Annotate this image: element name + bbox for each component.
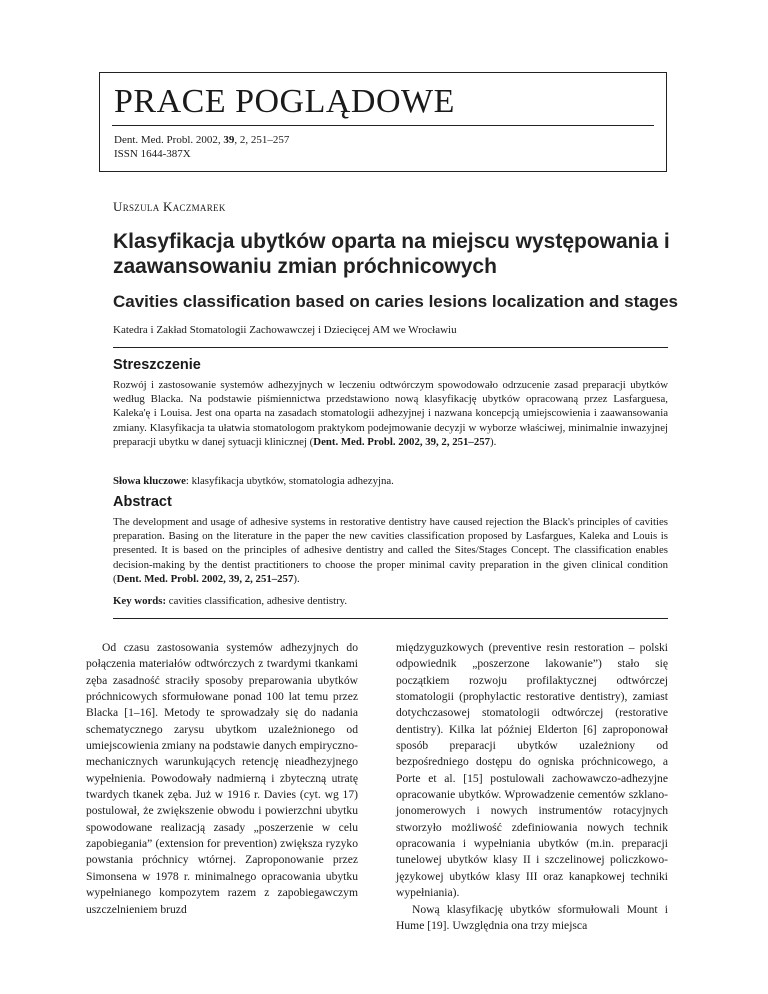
abstract-heading: Abstract <box>113 494 172 510</box>
body-paragraph: międzyguzkowych (preventive resin restoration – polski odpowiednik „poszerzone lakowanie”) stało się początkiem rozwoju profilaktycznej odtwórczej stomatologii (prophylactic restorative dentistry), zamiast dotychczasowej stomatologii odtwórczej (restorative dentistry). Kilka lat później Elderton [6] zaproponował sposób preparacji ubytków uzależniony od bezpośredniego dostępu do ogniska próchnicowego, a Porte et al. [15] postulowali zachowawczo-adhezyjne opracowanie ubytków. Wprowadzenie cementów szklano-jonomerowych i nowych instrumentów rotacyjnych stworzyło możliwość zdefiniowania nowych technik opracowania i wypełniania ubytków (m.in. preparacji tunelowej ubytków klasy II i szczelinowej policzkowo-językowej ubytków klasy III oraz kanapkowej techniki wypełniania). <box>396 641 668 900</box>
body-column-left <box>86 640 358 918</box>
article-title-polish: Klasyfikacja ubytków oparta na miejscu występowania i zaawansowaniu zmian próchnicowych <box>113 230 670 278</box>
streszczenie-body: Rozwój i zastosowanie systemów adhezyjnych w leczeniu odtwórczym spowodowało odrzucenie zasad preparacji ubytków według Blacka. Na podstawie piśmiennictwa przedstawiono nową klasyfikację ubytków opracowaną przez Lasfarguesa, Kaleka'ę i Louisa. Jest ona oparta na zasadach stomatologii adhezyjnej i nazwana koncepcją umiejscowienia i zaawansowania zmiany. Klasyfikacja ta ułatwia stomatologom praktykom podejmowanie decyzji w wyborze właściwej, minimalnie inwazyjnej preparacji ubytku w danej sytuacji klinicznej ( <box>113 379 668 448</box>
journal-reference <box>114 133 289 161</box>
keywords-en: cavities classification, adhesive dentistry. <box>166 595 348 607</box>
divider-top <box>113 347 668 348</box>
keywords-label-pl: Słowa kluczowe <box>113 475 186 487</box>
article-title-english: Cavities classification based on caries lesions localization and stages <box>113 292 678 311</box>
streszczenie-citation: Dent. Med. Probl. 2002, 39, 2, 251–257 <box>313 435 491 448</box>
section-title: PRACE POGLĄDOWE <box>114 83 455 120</box>
journal-volume: 39 <box>223 134 235 146</box>
streszczenie-heading: Streszczenie <box>113 357 201 373</box>
header-divider <box>112 125 654 126</box>
journal-line-prefix: Dent. Med. Probl. 2002, <box>114 134 224 146</box>
abstract-body: The development and usage of adhesive systems in restorative dentistry have caused rejection the Black's principles of cavities preparation. Basing on the literature in the paper the new cavities classification proposed by Lasfargues, Kaleka and Louis is presented. It is based on the principles of adhesive dentistry and called the Sites/Stages Concept. The classification enables decision-making by the dentist practitioners to choose the proper minimal cavity preparation in the given clinical condition ( <box>113 516 668 585</box>
author-affiliation: Katedra i Zakład Stomatologii Zachowawczej i Dziecięcej AM we Wrocławiu <box>113 324 457 336</box>
streszczenie-text <box>113 378 668 449</box>
section-header-box <box>99 72 667 172</box>
issn: ISSN 1644-387X <box>114 148 191 160</box>
abstract-keywords <box>113 594 668 608</box>
streszczenie-end: ). <box>490 435 497 448</box>
abstract-text <box>113 515 668 586</box>
abstract-citation: Dent. Med. Probl. 2002, 39, 2, 251–257 <box>116 572 294 585</box>
keywords-label-en: Key words: <box>113 595 167 607</box>
body-paragraph: Od czasu zastosowania systemów adhezyjnych do połączenia materiałów odtwórczych z twardymi tkankami zęba zasadność straciły sposoby preparowania ubytków próchnicowych sformułowane ponad 100 lat temu przez Blacka [1–16]. Metody te sprowadzały się do nadania schematycznego zarysu ubytkom uzależnionego od umiejscowienia zmiany na podstawie danych empiryczno-mechanicznych warunkujących retencję nieadhezyjnego wypełnienia. Powodowały nadmierną i zbyteczną utratę twardych tkanek zęba. Już w 1916 r. Davies (cyt. wg 17) postulował, że zwiększenie obwodu i powierzchni ubytku spowodowane realizacją zasady „poszerzenie w celu zapobiegania” (extension for prevention) zwiększa ryzyko powstania próchnicy wtórnej. Zaproponowanie przez Simonsena w 1978 r. minimalnego opracowania ubytku wypełnianego kompozytem razem z zapobiegawczym uszczelnieniem bruzd <box>86 641 358 916</box>
abstract-end: ). <box>293 572 300 585</box>
divider-bottom <box>113 618 668 619</box>
author-name: Urszula Kaczmarek <box>113 199 226 214</box>
body-paragraph: Nową klasyfikację ubytków sformułowali Mount i Hume [19]. Uwzględnia ona trzy miejsca <box>396 902 668 932</box>
keywords-pl: : klasyfikacja ubytków, stomatologia adhezyjna. <box>185 475 394 487</box>
journal-line-suffix: , 2, 251–257 <box>234 134 290 146</box>
streszczenie-keywords <box>113 474 668 488</box>
body-column-right <box>396 640 668 934</box>
